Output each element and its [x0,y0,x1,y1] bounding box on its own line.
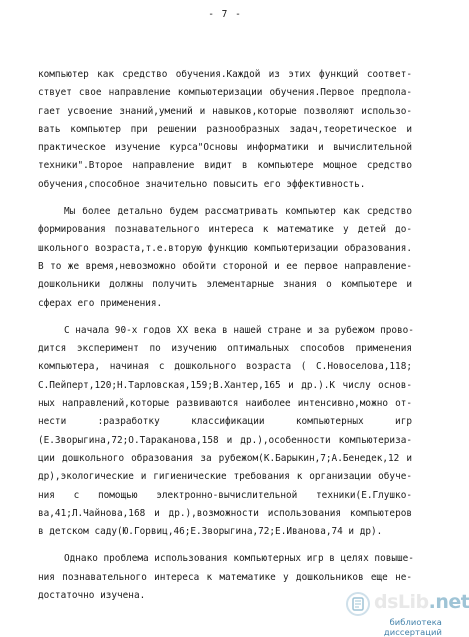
text-line: В то же время,невозможно обойти стороной и ее первое направление- [38,260,412,272]
text-line: обучения,способное значительно повысить его эффективность. [38,178,366,190]
text-line: др),экологические и гигиенические требования к организации обуче- [38,471,412,483]
text-line: Мы более детально будем рассматривать компьютер как средство [64,206,412,218]
paragraph-gap [38,194,412,203]
watermark-subtitle: библиотека диссертаций [383,617,442,637]
text-line: С начала 90-х годов XX века в нашей стране и за рубежом прово- [64,324,414,336]
text-line: достаточно изучена. [38,590,146,602]
text-line: практическое изучение курса"Основы информатики и вычислительной [38,142,412,154]
paragraph [38,322,412,542]
text-line: сферах его применения. [38,297,163,309]
paragraph-gap [38,541,412,550]
text-line: ствует свое направление компьютеризации обучения.Первое предпола- [38,87,412,99]
text-line: дится эксперимент по изучению оптимальных способов применения [38,343,412,355]
text-line: дошкольники должны получить элементарные знания о компьютере и [38,279,412,291]
text-line: ния познавательного интереса к математике у дошкольников еще не- [38,571,412,583]
text-line: компьютера, начиная с дошкольного возраста ( С.Новоселова,118; [38,361,412,373]
text-line: в детском саду(Ю.Горвиц,46;Е.Зворыгина,72;Е.Иванова,74 и др). [38,526,383,538]
paragraph [38,66,412,194]
text-line: вать компьютер при решении разнообразных задач,теоретическое и [38,123,412,135]
text-line: ции дошкольного образования за рубежом(К.Барыкин,7;А.Бенедек,12 и [38,452,412,464]
text-line: школьного возраста,т.е.вторую функцию компьютеризации образования. [38,242,412,254]
paragraph-gap [38,313,412,322]
text-line: С.Пейперт,120;Н.Тарловская,159;В.Хантер,165 и др.).К числу основ- [38,379,412,391]
text-line: формирования познавательного интереса к математике у детей до- [38,224,412,236]
text-line: Однако проблема использования компьютерных игр в целях повыше- [64,553,414,565]
text-line: ва,41;Л.Чайнова,168 и др.),возможности использования компьютеров [38,507,412,519]
watermark [344,591,469,637]
text-line: компьютер как средство обучения.Каждой из этих функций соответ- [38,69,412,80]
dslib-logo-icon [344,591,372,617]
page-number: - 7 - [208,9,242,20]
text-line: нести :разработку классификации компьютерных игр [38,416,412,428]
text-line: (Е.Зворыгина,72;О.Тараканова,158 и др.),особенности компьютериза- [38,434,412,446]
text-line: гает усвоение знаний,умений и навыков,которые позволяют использо- [38,105,412,117]
text-line: техники".Второе направление видит в компьютере мощное средство [38,160,412,172]
text-line: ных направлений,которые развиваются наиболее интенсивно,можно от- [38,398,412,410]
paragraph [38,203,412,313]
watermark-title: dsLib.net [374,591,469,613]
body-text [38,66,412,605]
text-line: ния с помощью электронно-вычислительной техники(Е.Глушко- [38,489,412,501]
